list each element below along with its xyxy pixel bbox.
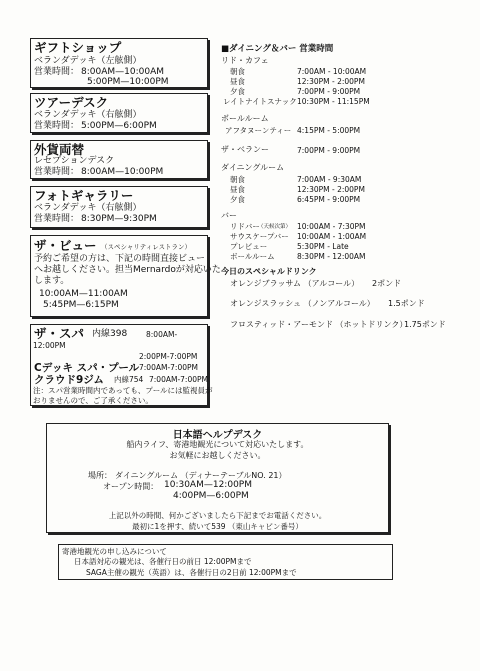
bar-name: バー (221, 211, 237, 220)
drink-1-price: 2ポンド (372, 279, 402, 288)
help-desk-box (46, 423, 389, 533)
help-desk-line-4: 最初に1を押す、続いて539 （東山キャビン番号） (132, 522, 303, 531)
tour-desk-hours: 5:00PM—6:00PM (81, 121, 157, 131)
spa-note-1: 注：スパ営業時間内であっても、プールには監視員が (33, 386, 213, 395)
spa-pool-title: Cデッキ スパ・プール (34, 362, 140, 374)
the-spa-title: ザ・スパ (34, 326, 85, 341)
special-drinks-heading: 今日のスペシャルドリンク (221, 267, 317, 276)
photo-gallery-title: フォトギャラリー (34, 188, 134, 203)
currency-exchange-location: レセプションデスク (34, 156, 115, 166)
photo-gallery-hours-label: 営業時間： (34, 214, 80, 224)
gift-shop-box (30, 38, 208, 88)
lido-row-4-label: レイトナイトスナック (223, 97, 297, 106)
dining-row-2-label: 昼食 (230, 185, 245, 194)
dining-bar-heading: ■ダイニング＆バー 営業時間 (221, 44, 334, 54)
help-desk-title: 日本語ヘルプデスク (172, 430, 263, 441)
cloud9-gym-extension: 内線754 (114, 375, 144, 384)
shore-excursion-box (58, 544, 393, 580)
currency-exchange-hours-label: 営業時間： (34, 167, 80, 177)
bar-row-3-time: 5:30PM - Late (297, 242, 349, 251)
help-desk-hours-1: 10:30AM—12:00PM (164, 480, 252, 490)
drink-3-price: 1.75ポンド (404, 320, 446, 329)
ballroom-row-1-label: アフタヌーンティー (225, 126, 292, 135)
dining-row-1-time: 7:00AM - 9:30AM (297, 175, 362, 184)
currency-exchange-hours: 8:00AM—10:00PM (81, 167, 164, 177)
the-view-title: ザ・ビュー (34, 238, 97, 253)
tour-desk-hours-label: 営業時間： (34, 121, 80, 131)
lido-cafe-name: リド・カフェ (221, 56, 269, 65)
dining-row-2-time: 12:30PM - 2:00PM (297, 185, 365, 194)
help-desk-line-1: 船内ライフ、寄港地観光について対応いたします。 (126, 440, 309, 449)
the-spa-time-2: 2:00PM-7:00PM (139, 352, 198, 361)
lido-row-3-time: 7:00PM - 9:00PM (297, 87, 361, 96)
help-desk-hours-2: 4:00PM—6:00PM (173, 491, 249, 501)
drink-1-name: オレンジブラッサム （アルコール） (230, 279, 360, 288)
the-view-hours-2: 5:45PM—6:15PM (43, 300, 119, 310)
currency-exchange-title: 外貨両替 (34, 142, 85, 157)
gift-shop-hours-1: 8:00AM—10:00AM (81, 67, 164, 77)
the-spa-time-1a: 8:00AM- (146, 330, 178, 339)
shore-excursion-line-2: 日本語対応の観光は、各催行日の前日 12:00PMまで (74, 557, 252, 566)
help-desk-line-2: お気軽にお越しください。 (169, 451, 266, 460)
gift-shop-location: ベランダデッキ（左舷側） (34, 56, 142, 66)
help-desk-hours-label: オープン時間： (103, 482, 159, 491)
the-view-text-2: へお越しください。担当Mernardoが対応いた (34, 265, 221, 275)
the-view-text-1: 予約ご希望の方は、下記の時間直接ビュー (34, 254, 206, 264)
dining-row-3-label: 夕食 (230, 195, 245, 204)
bar-row-2-label: サウスケープバー (230, 232, 289, 241)
cloud9-gym-title: クラウド9ジム (34, 374, 104, 386)
shore-excursion-line-3: SAGA主催の観光（英語）は、各催行日の2日前 12:00PMまで (86, 568, 297, 577)
dining-row-3-time: 6:45PM - 9:00PM (297, 195, 361, 204)
spa-note-2: おりませんので、ご了承ください。 (33, 396, 153, 405)
bar-row-4-time: 8:30PM - 12:00AM (297, 252, 366, 261)
the-view-box (30, 235, 221, 317)
the-spa-extension: 内線398 (92, 329, 128, 339)
lido-row-4-time: 10:30PM - 11:15PM (297, 97, 370, 106)
tour-desk-box (30, 93, 208, 133)
drink-2-name: オレンジスラッシュ （ノンアルコール） (230, 299, 375, 308)
help-desk-line-3: 上記以外の時間、何かございましたら下記までお電話ください。 (108, 511, 327, 520)
photo-gallery-box (30, 186, 208, 228)
bar-row-1-note: （天候次第） (258, 224, 292, 230)
bar-row-3-label: プレビュー (230, 242, 268, 251)
spa-pool-time: 7:00AM-7:00PM (139, 363, 198, 372)
dining-room-name: ダイニングルーム (221, 163, 285, 172)
photo-gallery-hours: 8:30PM—9:30PM (81, 214, 157, 224)
lido-row-1-time: 7:00AM - 10:00AM (297, 67, 367, 76)
drink-3-name: フロスティッド・アーモンド （ホットドリンク） (230, 320, 408, 329)
help-desk-place-label: 場所： (88, 471, 112, 480)
the-spa-box (30, 324, 213, 406)
drink-2-price: 1.5ポンド (388, 299, 425, 308)
verandah-time: 7:00PM - 9:00PM (297, 146, 361, 155)
cloud9-gym-time: 7:00AM-7:00PM (149, 375, 208, 384)
the-view-subtitle: （スペシャリティレストラン） (101, 243, 192, 251)
verandah-name: ザ・ベランー (221, 145, 269, 154)
gift-shop-hours-2: 5:00PM—10:00PM (87, 77, 169, 87)
gift-shop-title: ギフトショップ (34, 40, 122, 55)
tour-desk-title: ツアーデスク (34, 95, 109, 110)
currency-exchange-box (30, 140, 208, 179)
ballroom-name: ボールルーム (221, 114, 269, 123)
the-spa-time-1b: 12:00PM (33, 341, 66, 350)
bar-row-1-label: リドバー (230, 222, 260, 231)
tour-desk-location: ベランダデッキ（右舷側） (34, 110, 142, 120)
lido-row-1-label: 朝食 (230, 67, 245, 76)
gift-shop-hours-label: 営業時間： (34, 67, 80, 77)
photo-gallery-location: ベランダデッキ（右舷側） (34, 203, 142, 213)
bar-row-2-time: 10:00AM - 1:00AM (297, 232, 367, 241)
bar-row-4-label: ボールルーム (230, 252, 275, 261)
lido-row-2-label: 昼食 (230, 77, 245, 86)
lido-row-3-label: 夕食 (230, 87, 245, 96)
the-view-hours-1: 10:00AM—11:00AM (39, 289, 128, 299)
the-view-text-3: します。 (34, 276, 70, 286)
ballroom-row-1-time: 4:15PM - 5:00PM (297, 126, 361, 135)
lido-row-2-time: 12:30PM - 2:00PM (297, 77, 365, 86)
help-desk-place: ダイニングルーム （ディナーテーブルNO. 21） (115, 471, 287, 480)
dining-row-1-label: 朝食 (230, 175, 245, 184)
shore-excursion-line-1: 寄港地観光の申し込みについて (62, 547, 167, 556)
bar-row-1-time: 10:00AM - 7:30PM (297, 222, 366, 231)
